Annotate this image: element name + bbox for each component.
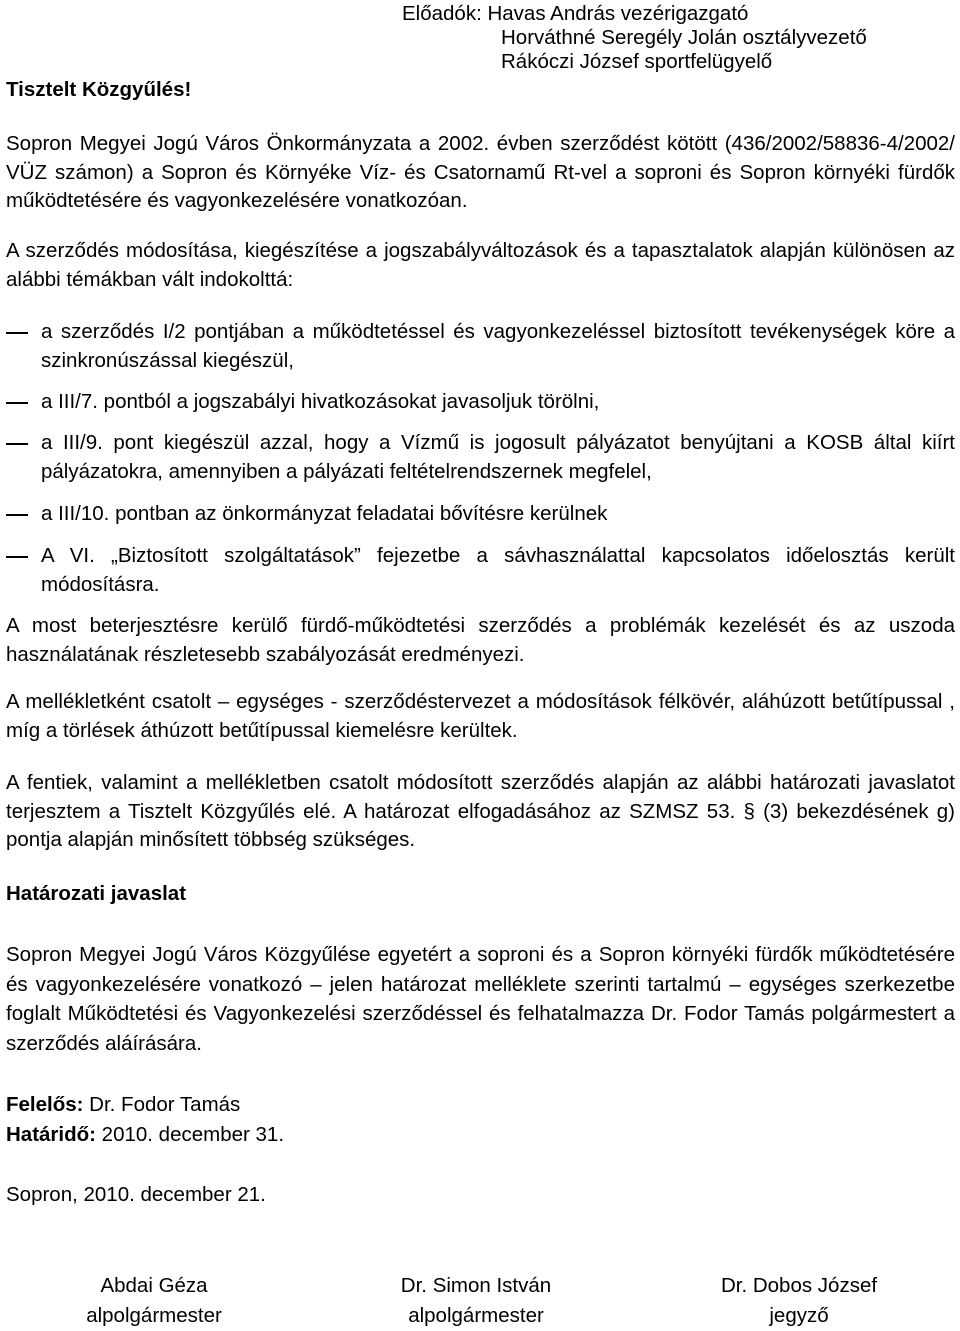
signatory-name: Dr. Simon István bbox=[400, 1274, 552, 1297]
list-item: a szerződés I/2 pontjában a működtetéssel és vagyonkezeléssel biztosított tevékenységek köre a szinkronúszással kiegészül, bbox=[41, 320, 955, 372]
list-item: a III/7. pontból a jogszabályi hivatkozásokat javasoljuk törölni, bbox=[41, 390, 600, 413]
deadline-value: 2010. december 31. bbox=[95, 1123, 285, 1146]
dash-bullet-marker bbox=[6, 332, 28, 334]
resolution-heading: Határozati javaslat bbox=[6, 882, 187, 905]
list-item: A VI. „Biztosított szolgáltatások” fejezetbe a sávhasználattal kapcsolatos időelosztás került módosításra. bbox=[41, 544, 955, 596]
dash-bullet-marker bbox=[6, 402, 28, 404]
signature-block bbox=[14, 1271, 294, 1331]
signature-block bbox=[336, 1271, 616, 1331]
responsible-line bbox=[6, 1091, 240, 1119]
resolution-text: Sopron Megyei Jogú Város Közgyűlése egyetért a soproni és a Sopron környéki fürdők működtetésére és vagyonkezelésére vonatkozó – jelen határozat melléklete szerinti tartalmú – egységes szerkezetbe foglalt Működtetési és Vagyonkezelési szerződéssel és felhatalmazza Dr. Fodor Tamás polgármestert a szerződés aláírására. bbox=[6, 943, 955, 1055]
intro-paragraph: Sopron Megyei Jogú Város Önkormányzata a 2002. évben szerződést kötött (436/2002/58836-4/2002/ VÜZ számon) a Sopron és Környéke Víz- és Csatornamű Rt-vel a soproni és Sopron környéki fürdők működtetésére és vagyonkezelésére vonatkozóan. bbox=[6, 132, 955, 212]
dash-bullet-marker bbox=[6, 443, 28, 445]
signatory-title: alpolgármester bbox=[408, 1304, 544, 1327]
deadline-label: Határidő: bbox=[6, 1123, 96, 1146]
attachment-paragraph: A mellékletként csatolt – egységes - szerződéstervezet a módosítások félkövér, aláhúzott betűtípussal , míg a törlések áthúzott betűtípussal kiemelésre kerültek. bbox=[6, 690, 955, 742]
salutation: Tisztelt Közgyűlés! bbox=[6, 78, 192, 101]
list-item: a III/9. pont kiegészül azzal, hogy a Vízmű is jogosult pályázatot benyújtani a KOSB által kiírt pályázatokra, amennyiben a pályázati feltételrendszernek megfelel, bbox=[41, 431, 955, 483]
presenters-line-1: Előadók: Havas András vezérigazgató bbox=[402, 2, 749, 25]
proposal-paragraph: A fentiek, valamint a mellékletben csatolt módosított szerződés alapján az alábbi határozati javaslatot terjesztem a Tisztelt Közgyűlés elé. A határozat elfogadásához az SZMSZ 53. § (3) bekezdésének g) pontja alapján minősített többség szükséges. bbox=[6, 771, 955, 851]
dash-bullet-marker bbox=[6, 556, 28, 558]
responsible-label: Felelős: bbox=[6, 1093, 84, 1116]
deadline-line bbox=[6, 1121, 284, 1149]
presenters-line-2: Horváthné Seregély Jolán osztályvezető bbox=[501, 26, 867, 49]
signatory-title: alpolgármester bbox=[86, 1304, 222, 1327]
signature-block bbox=[659, 1271, 939, 1331]
signatory-name: Dr. Dobos József bbox=[720, 1274, 878, 1297]
place-date: Sopron, 2010. december 21. bbox=[6, 1183, 266, 1206]
list-item: a III/10. pontban az önkormányzat feladatai bővítésre kerülnek bbox=[41, 502, 608, 525]
modification-intro-paragraph: A szerződés módosítása, kiegészítése a jogszabályváltozások és a tapasztalatok alapján különösen az alábbi témákban vált indokolttá: bbox=[6, 239, 955, 291]
presenters-line-3: Rákóczi József sportfelügyelő bbox=[501, 50, 773, 73]
signatory-title: jegyző bbox=[769, 1304, 829, 1327]
result-paragraph: A most beterjesztésre kerülő fürdő-működtetési szerződés a problémák kezelését és az uszoda használatának részletesebb szabályozását eredményezi. bbox=[6, 614, 955, 666]
dash-bullet-marker bbox=[6, 514, 28, 516]
responsible-value: Dr. Fodor Tamás bbox=[83, 1093, 241, 1116]
signatory-name: Abdai Géza bbox=[100, 1274, 208, 1297]
